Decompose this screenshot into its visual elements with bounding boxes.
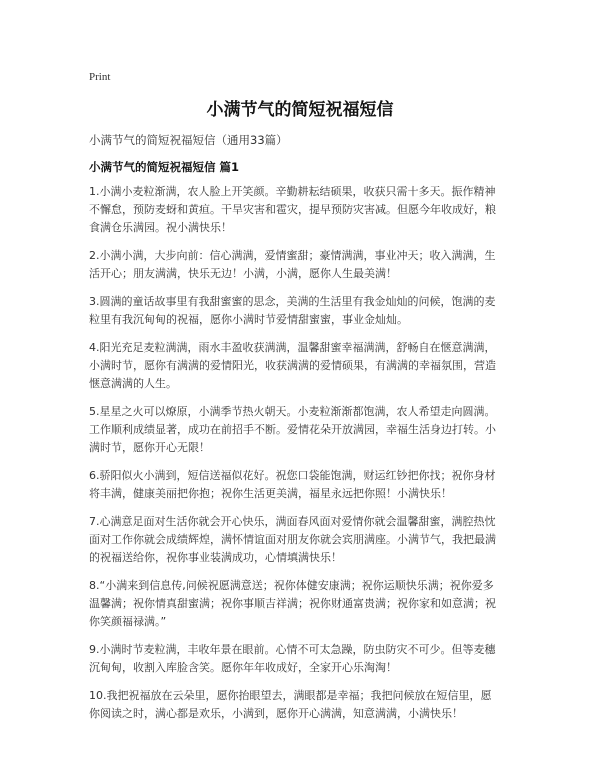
paragraph-9: 9.小满时节麦粒满，丰收年景在眼前。心情不可太急躁，防虫防灾不可少。但等麦穗沉甸甸，收割入库脸含笑。愿你年年收成好，全家开心乐淘淘！ bbox=[89, 643, 496, 674]
paragraph-6: 6.骄阳似火小满到，短信送福似花好。祝您口袋能饱满，财运红钞把你找；祝你身材将丰满，健康美丽把你抱；祝你生活更美满，福星永远把你照！小满快乐！ bbox=[89, 469, 496, 500]
paragraph-10: 10.我把祝福放在云朵里，愿你抬眼望去，满眼都是幸福；我把问候放在短信里，愿你阅读之时，满心都是欢乐，小满到，愿你开心满满，知意满满，小满快乐！ bbox=[89, 689, 492, 720]
paragraph-list bbox=[89, 183, 501, 733]
paragraph-1: 1.小满小麦粒渐满，农人脸上开笑颜。辛勤耕耘结硕果，收获只需十多天。振作精神不懈怠，预防麦蚜和黄疸。干旱灾害和雹灾，提早预防灾害减。但愿今年收成好，粮食满仓乐满园。祝小满快乐！ bbox=[89, 185, 496, 234]
paragraph-2: 2.小满小满，大步向前：信心满满，爱情蜜甜；豪情满满，事业冲天；收入满满，生活开心；朋友满满，快乐无边！小满，小满，愿你人生最美满！ bbox=[89, 249, 496, 280]
paragraph-7: 7.心满意足面对生活你就会开心快乐，满面春风面对爱情你就会温馨甜蜜，满腔热忱面对工作你就会成绩辉煌，满怀情谊面对朋友你就会宾朋满座。小满节气，我把最满的祝福送给你，祝你事业装满成功，心情填满快乐！ bbox=[89, 515, 496, 564]
paragraph-3: 3.圆满的童话故事里有我甜蜜蜜的思念，美满的生活里有我金灿灿的问候，饱满的麦粒里有我沉甸甸的祝福，愿你小满时节爱情甜蜜蜜，事业金灿灿。 bbox=[89, 295, 496, 326]
section-heading: 小满节气的简短祝福短信 篇1 bbox=[89, 160, 240, 174]
paragraph-5: 5.星星之火可以燎原，小满季节热火朝天。小麦粒渐渐都饱满，农人希望走向圆满。工作顺利成绩显著，成功在前招手不断。爱情花朵开放满园，幸福生活身边打转。小满时节，愿你开心无限！ bbox=[89, 405, 496, 454]
document-title: 小满节气的简短祝福短信 bbox=[206, 100, 394, 120]
document-subtitle: 小满节气的简短祝福短信（通用33篇） bbox=[89, 133, 288, 147]
print-label: Print bbox=[89, 71, 111, 83]
paragraph-8: 8.“小满来到信息传,问候祝愿满意送；祝你体健安康满；祝你运顺快乐满；祝你爱多温馨满；祝你情真甜蜜满；祝你事顺吉祥满；祝你财通富贵满；祝你家和如意满；祝你笑颜福禄满。” bbox=[89, 579, 496, 628]
paragraph-4: 4.阳光充足麦粒满满，雨水丰盈收获满满，温馨甜蜜幸福满满，舒畅自在惬意满满，小满时节，愿你有满满的爱情阳光，收获满满的爱情硕果，有满满的幸福氛围，营造惬意满满的人生。 bbox=[89, 341, 496, 390]
